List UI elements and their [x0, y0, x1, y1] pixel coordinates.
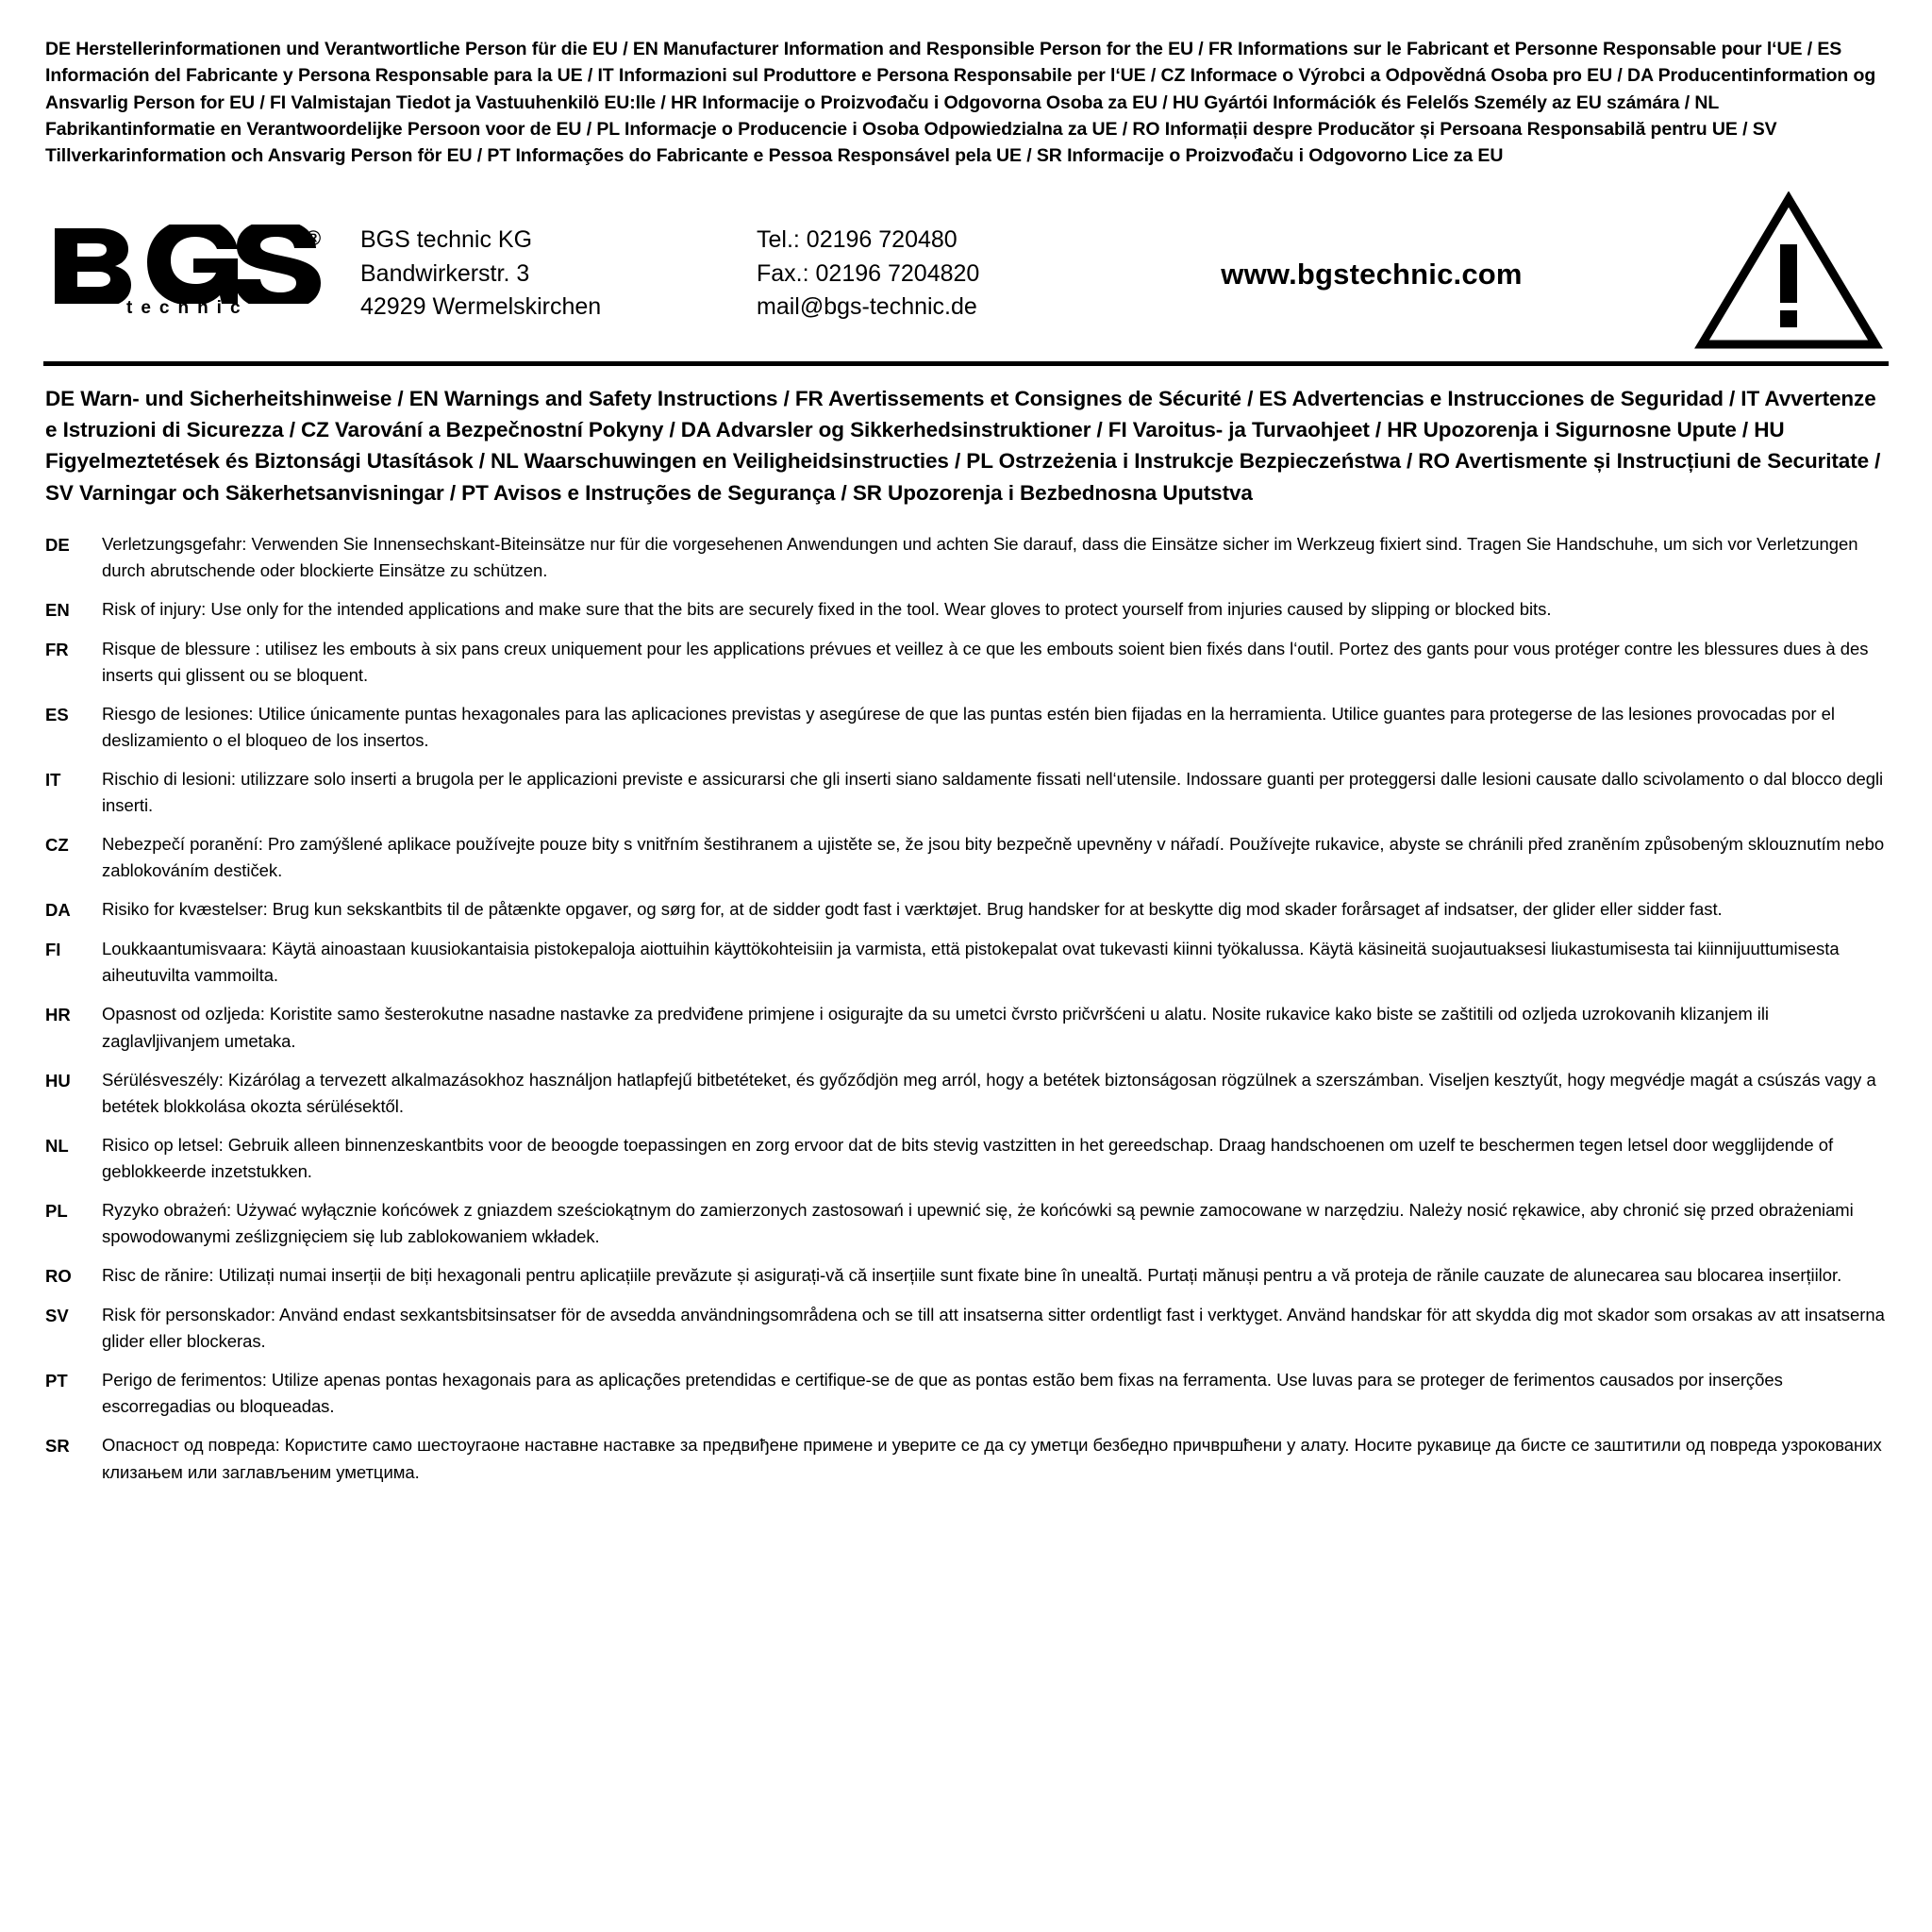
list-item [45, 766, 1887, 819]
warning-text: Loukkaantumisvaara: Käytä ainoastaan kuusiokantaisia pistokepaloja aiottuihin käyttökohteisiin ja varmista, että pistokepalat ovat tukevasti kiinni työkalussa. Käytä käsineitä suojautuaksesi liukastumisesta tai kiinnijuuttumisesta aiheutuvilta vammoilta. [102, 939, 1840, 986]
language-code: IT [45, 769, 61, 790]
list-item [45, 1132, 1887, 1185]
svg-text:®: ® [306, 226, 322, 251]
list-item [45, 1367, 1887, 1420]
language-code: SR [45, 1436, 70, 1457]
warning-text: Perigo de ferimentos: Utilize apenas pontas hexagonais para as aplicações pretendidas e certifique-se de que as pontas estão bem fixas na ferramenta. Use luvas para se proteger de ferimentos causados por inserções escorregadias ou bloqueadas. [102, 1370, 1783, 1417]
list-item [45, 1302, 1887, 1355]
company-website[interactable]: www.bgstechnic.com [1221, 258, 1523, 291]
warning-text: Ryzyko obrażeń: Używać wyłącznie końcówek z gniazdem sześciokątnym do zamierzonych zastosowań i upewnić się, że końcówki są pewnie zamocowane w narzędziu. Należy nosić rękawice, aby chronić się przed obrażeniami spowodowanymi ześlizgnięciem się lub zablokowaniem wkładek. [102, 1200, 1854, 1247]
warning-text: Verletzungsgefahr: Verwenden Sie Innensechskant-Biteinsätze nur für die vorgesehenen Anwendungen und achten Sie darauf, dass die Einsätze sicher im Werkzeug fixiert sind. Tragen Sie Handschuhe, um sich vor Verletzungen durch abrutschende oder blockierte Einsätze zu schützen. [102, 533, 1858, 580]
language-code: NL [45, 1135, 69, 1156]
list-item [45, 1067, 1887, 1120]
warning-text: Risico op letsel: Gebruik alleen binnenzeskantbits voor de beoogde toepassingen en zorg ervoor dat de bits stevig vastzitten in het gereedschap. Draag handschoenen om uzelf te beschermen tegen letsel door wegglijdende of geblokkeerde inzetstukken. [102, 1134, 1834, 1181]
warning-text: Risc de rănire: Utilizați numai inserții de biți hexagonali pentru aplicațiile prevăzute și asigurați-vă că inserțiile sunt fixate bine în unealtă. Purtați mănuși pentru a vă proteja de rănile cauzate de alunecarea sau blocarea inserțiilor. [102, 1265, 1842, 1286]
language-code: HR [45, 1005, 71, 1025]
list-item [45, 831, 1887, 884]
warning-text: Risque de blessure : utilisez les embouts à six pans creux uniquement pour les applications prévues et veillez à ce que les embouts soient bien fixés dans l‘outil. Portez des gants pour vous protéger contre les blessures dues à des inserts qui glissent ou se bloquent. [102, 638, 1869, 685]
language-code: CZ [45, 835, 69, 856]
language-code: FR [45, 639, 69, 659]
list-item [45, 596, 1887, 624]
list-item [45, 896, 1887, 924]
language-code: SV [45, 1306, 69, 1326]
language-code: DA [45, 900, 71, 921]
bgs-logo-icon [49, 225, 332, 304]
language-code: ES [45, 704, 69, 724]
warning-text: Opasnost od ozljeda: Koristite samo šesterokutne nasadne nastavke za predviđene primjene i osigurajte da su umetci čvrsto pričvršćeni u alatu. Nosite rukavice kako biste se zaštitili od ozljeda uzrokovanih klizanjem ili zaglavljivanjem umetaka. [102, 1004, 1769, 1051]
warning-text: Sérülésveszély: Kizárólag a tervezett alkalmazásokhoz használjon hatlapfejű bitbetéteket, és győződjön meg arról, hogy a betétek biztonságosan rögzülnek a szerszámban. Viseljen kesztyűt, hogy megvédje magát a csúszás vagy a betétek blokkolása okozta sérülésektől. [102, 1069, 1876, 1116]
list-item [45, 1432, 1887, 1485]
warning-text: Опасност од повреда: Користите само шестоугаоне наставне наставке за предвиђене примене и уверите се да су уметци безбедно причвршћени у алату. Носите рукавице да бисте се заштитили од повреда узрокованих клизањем или заглављеним уметцима. [102, 1435, 1882, 1482]
fax-line: Fax.: 02196 7204820 [757, 259, 980, 287]
language-code: PT [45, 1371, 68, 1391]
warnings-list [43, 531, 1889, 1486]
language-code: DE [45, 534, 70, 555]
list-item [45, 1197, 1887, 1250]
warning-text: Nebezpečí poranění: Pro zamýšlené aplikace používejte pouze bity s vnitřním šestihranem a ujistěte se, že jsou bity bezpečně upevněny v nářadí. Používejte rukavice, abyste se chránili před zraněním způsobeným sklouznutím nebo zablokováním destiček. [102, 834, 1885, 881]
language-code: FI [45, 940, 61, 960]
company-address [360, 220, 757, 325]
company-contact [757, 220, 1068, 325]
address-line-3: 42929 Wermelskirchen [360, 293, 602, 321]
warning-triangle-glyph [1694, 192, 1883, 352]
email-line[interactable]: mail@bgs-technic.de [757, 293, 977, 321]
list-item [45, 1262, 1887, 1290]
list-item [45, 1001, 1887, 1054]
company-info-block [43, 186, 1889, 366]
address-line-1: BGS technic KG [360, 226, 533, 254]
list-item [45, 531, 1887, 584]
bgs-logo-subtext: technic [126, 298, 249, 319]
warning-triangle-icon [1675, 192, 1889, 352]
manufacturer-info-heading: DE Herstellerinformationen und Verantwortliche Person für die EU / EN Manufacturer Information and Responsible Person for the EU / FR Informations sur le Fabricant et Personne Responsable pour l‘UE / ES Información del Fabricante y Persona Responsable para la UE / IT Informazioni sul Produttore e Persona Responsabile per l‘UE / CZ Informace o Výrobci a Odpovědná Osoba pro EU / DA Producentinformation og Ansvarlig Person for EU / FI Valmistajan Tiedot ja Vastuuhenkilö EU:lle / HR Informacije o Proizvođaču i Odgovorna Osoba za EU / HU Gyártói Információk és Felelős Személy az EU számára / NL Fabrikantinformatie en Verantwoordelijke Persoon voor de EU / PL Informacje o Producencie i Osoba Odpowiedzialna za UE / RO Informații despre Producător și Persoana Responsabilă pentru UE / SV Tillverkarinformation och Ansvarig Person för EU / PT Informações do Fabricante e Pessoa Responsável pela UE / SR Informacije o Proizvođaču i Odgovorno Lice za EU [45, 39, 1876, 167]
language-code: EN [45, 599, 70, 620]
language-code: PL [45, 1201, 68, 1222]
address-line-2: Bandwirkerstr. 3 [360, 259, 530, 287]
list-item [45, 936, 1887, 989]
bgs-logo [43, 225, 360, 319]
warning-text: Risk of injury: Use only for the intended applications and make sure that the bits are securely fixed in the tool. Wear gloves to protect yourself from injuries caused by slipping or blocked bits. [102, 598, 1552, 619]
phone-line: Tel.: 02196 720480 [757, 226, 958, 254]
warnings-section-heading: DE Warn- und Sicherheitshinweise / EN Warnings and Safety Instructions / FR Avertissements et Consignes de Sécurité / ES Advertencias e Instrucciones de Seguridad / IT Avvertenze e Istruzioni di Sicurezza / CZ Varování a Bezpečnostní Pokyny / DA Advarsler og Sikkerhedsinstruktioner / FI Varoitus- ja Turvaohjeet / HR Upozorenja i Sigurnosne Upute / HU Figyelmeztetések és Biztonsági Utasítások / NL Waarschuwingen en Veiligheidsinstructies / PL Ostrzeżenia i Instrukcje Bezpieczeństwa / RO Avertismente și Instrucțiuni de Securitate / SV Varningar och Säkerhetsanvisningar / PT Avisos e Instruções de Segurança / SR Upozorenja i Bezbednosna Uputstva [45, 387, 1881, 505]
language-code: RO [45, 1266, 72, 1287]
warning-text: Risiko for kvæstelser: Brug kun sekskantbits til de påtænkte opgaver, og sørg for, at de sidder godt fast i værktøjet. Brug handsker for at beskytte dig mod skader forårsaget af indsatser, der glider eller sidder fast. [102, 899, 1723, 920]
language-code: HU [45, 1070, 71, 1091]
warning-text: Riesgo de lesiones: Utilice únicamente puntas hexagonales para las aplicaciones previstas y asegúrese de que las puntas estén bien fijadas en la herramienta. Utilice guantes para protegerse de las lesiones provocadas por el deslizamiento o el bloqueo de los insertos. [102, 703, 1835, 750]
list-item [45, 636, 1887, 689]
warning-text: Risk för personskador: Använd endast sexkantsbitsinsatser för de avsedda användningsområdena och se till att insatserna sitter ordentligt fast i verktyget. Använd handskar för att skydda dig mot skador som orsakas av att insatserna glider eller blockeras. [102, 1305, 1885, 1352]
warning-text: Rischio di lesioni: utilizzare solo inserti a brugola per le applicazioni previste e assicurarsi che gli inserti siano saldamente fissati nell‘utensile. Indossare guanti per proteggersi dalle lesioni causate dallo scivolamento o dal blocco degli inserti. [102, 768, 1884, 816]
list-item [45, 701, 1887, 754]
